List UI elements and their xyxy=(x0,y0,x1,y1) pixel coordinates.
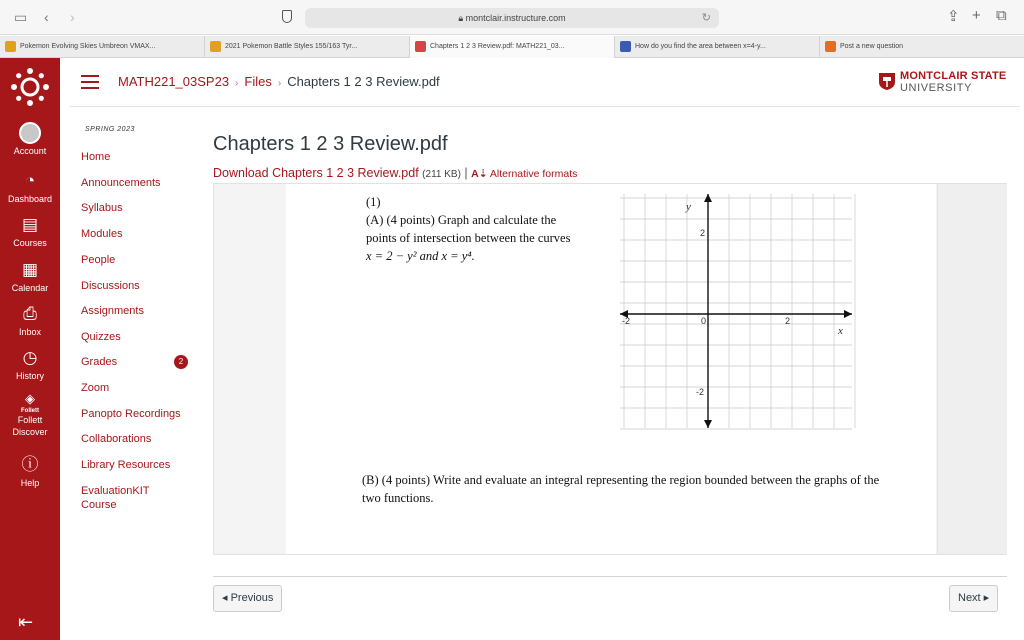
canvas-logo-icon[interactable] xyxy=(11,68,49,106)
tab-post-question[interactable]: Post a new question xyxy=(820,36,1024,58)
courses-icon: ▤ xyxy=(21,215,39,234)
shield-icon[interactable] xyxy=(282,10,292,23)
tab-pokemon-umbreon[interactable]: Pokemon Evolving Skies Umbreon VMAX... xyxy=(0,36,205,58)
course-nav-modules[interactable]: Modules xyxy=(81,228,123,240)
tab-bar xyxy=(0,36,1024,58)
course-nav-assignments[interactable]: Assignments xyxy=(81,305,144,317)
brand-line2: UNIVERSITY xyxy=(900,82,973,94)
course-nav-zoom[interactable]: Zoom xyxy=(81,382,110,394)
university-logo[interactable] xyxy=(878,68,1013,98)
share-icon[interactable]: ⇪ xyxy=(947,8,960,25)
gnav-help[interactable]: ⓘ Help xyxy=(20,455,40,488)
tick-y-neg2: -2 xyxy=(696,387,705,397)
dashboard-icon: ◔ xyxy=(24,171,36,190)
course-nav-library[interactable]: Library Resources xyxy=(81,459,171,471)
forward-icon[interactable]: › xyxy=(70,9,75,25)
tick-y-2: 2 xyxy=(700,228,706,238)
gnav-calendar[interactable]: ▦ Calendar xyxy=(11,260,49,293)
tick-x-2: 2 xyxy=(785,316,791,326)
inbox-icon: ⎙ xyxy=(23,304,37,323)
x-axis-arrow-icon xyxy=(844,310,852,318)
collapse-nav-icon[interactable]: ⇤ xyxy=(18,612,34,632)
alternative-formats-link[interactable]: A⇣ Alternative formats xyxy=(471,168,578,180)
university-seal-icon xyxy=(878,71,896,91)
tick-origin: 0 xyxy=(701,316,707,326)
course-nav-panopto[interactable]: Panopto Recordings xyxy=(81,408,181,420)
x-axis-label: x xyxy=(838,325,843,337)
question-part-a: (1) (A) (4 points) Graph and calculate the points of intersection between the curves x = 2 − y² and x = y⁴. xyxy=(366,195,571,263)
sidebar-toggle-icon[interactable]: ▭ xyxy=(14,9,28,25)
course-menu-toggle[interactable] xyxy=(81,75,99,89)
tab-favicon-icon xyxy=(620,41,631,52)
gnav-courses[interactable]: ▤ Courses xyxy=(13,215,47,248)
gnav-follett-discover[interactable]: ◈ Follett Follett Discover xyxy=(12,391,48,437)
coordinate-grid xyxy=(616,188,856,432)
next-button[interactable]: Next ▸ xyxy=(949,585,998,612)
avatar xyxy=(19,122,41,144)
download-row: Download Chapters 1 2 3 Review.pdf (211 KB) | A⇣ Alternative formats xyxy=(213,166,578,180)
tab-chapters-review[interactable]: Chapters 1 2 3 Review.pdf: MATH221_03... xyxy=(410,36,615,58)
chevron-right-icon: › xyxy=(277,78,282,89)
url-text: montclair.instructure.com xyxy=(465,13,566,23)
course-nav-discussions[interactable]: Discussions xyxy=(81,280,140,292)
reload-icon[interactable]: ↻ xyxy=(701,12,711,24)
back-icon[interactable]: ‹ xyxy=(44,9,49,25)
lock-icon: 🔒︎ xyxy=(458,13,466,23)
history-icon: ◷ xyxy=(22,348,38,367)
course-nav-syllabus[interactable]: Syllabus xyxy=(81,202,123,214)
address-bar[interactable] xyxy=(305,8,719,28)
breadcrumb-files[interactable]: Files xyxy=(244,74,272,89)
tab-area-question[interactable]: How do you find the area between x=4-y... xyxy=(615,36,820,58)
tick-x-neg2: -2 xyxy=(622,316,631,326)
term-label: SPRING 2023 xyxy=(85,126,135,133)
global-nav xyxy=(0,58,60,640)
calendar-icon: ▦ xyxy=(21,260,39,279)
browser-toolbar xyxy=(0,0,1024,35)
gnav-account[interactable]: Account xyxy=(0,122,60,156)
tab-pokemon-battle[interactable]: 2021 Pokemon Battle Styles 155/163 Tyr... xyxy=(205,36,410,58)
breadcrumb-current: Chapters 1 2 3 Review.pdf xyxy=(287,74,440,89)
help-icon: ⓘ xyxy=(21,455,39,474)
course-nav-collaborations[interactable]: Collaborations xyxy=(81,433,152,445)
course-nav-evaluationkit[interactable]: EvaluationKIT Course xyxy=(81,485,150,511)
chevron-right-icon: › xyxy=(235,78,239,89)
gnav-dashboard[interactable]: ◔ Dashboard xyxy=(7,171,53,204)
breadcrumb-course[interactable]: MATH221_03SP23 xyxy=(118,74,230,89)
header-divider xyxy=(70,106,1020,107)
question-part-b: (B) (4 points) Write and evaluate an integral representing the region bounded between the graphs of the two functions. xyxy=(362,473,880,505)
question-number: (1) xyxy=(366,195,381,209)
grades-badge: 2 xyxy=(174,355,188,369)
gnav-inbox[interactable]: ⎙ Inbox xyxy=(18,304,42,337)
previous-button[interactable]: ◂ Previous xyxy=(213,585,282,612)
pdf-viewer[interactable] xyxy=(213,183,1007,555)
file-size: (211 KB) xyxy=(422,169,461,180)
course-nav-grades[interactable]: Grades xyxy=(81,356,118,368)
course-nav-home[interactable]: Home xyxy=(81,151,111,163)
course-nav-people[interactable]: People xyxy=(81,254,116,266)
tab-favicon-icon xyxy=(210,41,221,52)
y-axis-arrow-down-icon xyxy=(704,420,712,428)
pdf-page xyxy=(286,184,936,554)
new-tab-icon[interactable]: + xyxy=(972,7,981,24)
course-nav-announcements[interactable]: Announcements xyxy=(81,177,161,189)
tab-overview-icon[interactable]: ⧉ xyxy=(996,7,1007,24)
tab-favicon-icon xyxy=(415,41,426,52)
gnav-history[interactable]: ◷ History xyxy=(15,348,44,381)
brand-line1: MONTCLAIR STATE xyxy=(900,70,1007,82)
y-axis-label: y xyxy=(686,201,691,213)
download-link[interactable]: Download Chapters 1 2 3 Review.pdf xyxy=(213,166,419,180)
pdf-viewer-sidebar xyxy=(937,184,1007,554)
page-title: Chapters 1 2 3 Review.pdf xyxy=(213,133,448,155)
follett-icon: ◈ xyxy=(25,391,35,406)
breadcrumb xyxy=(118,74,440,89)
tab-favicon-icon xyxy=(825,41,836,52)
tab-favicon-icon xyxy=(5,41,16,52)
pager-divider xyxy=(213,576,1007,577)
course-nav-quizzes[interactable]: Quizzes xyxy=(81,331,121,343)
accessibility-icon: A⇣ xyxy=(471,168,488,180)
